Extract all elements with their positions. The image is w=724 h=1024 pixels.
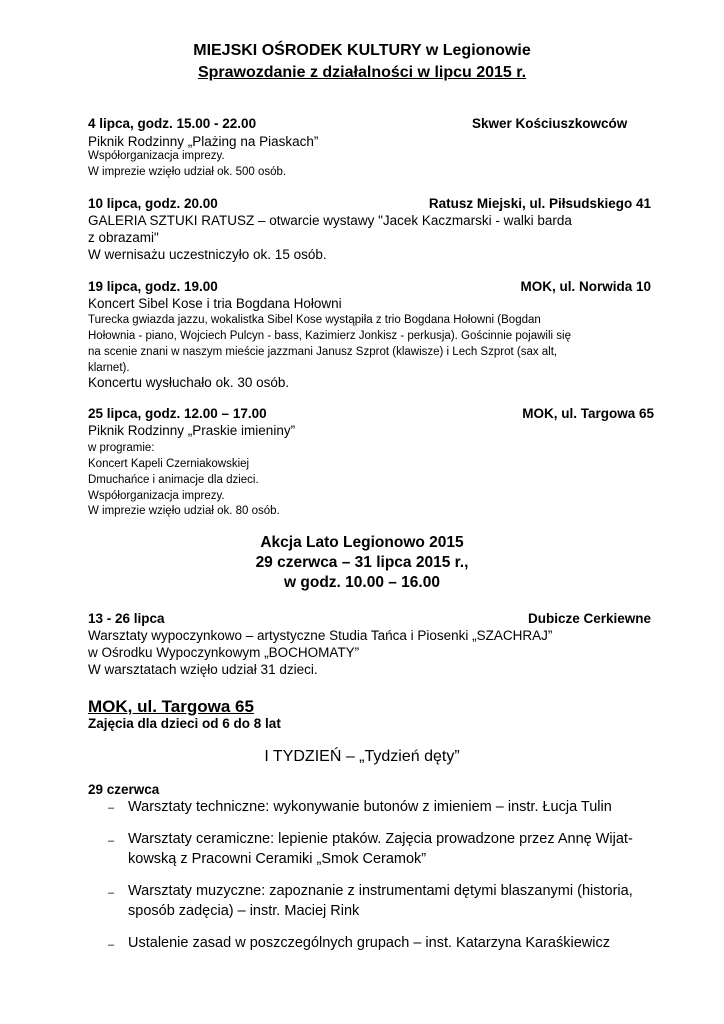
event-detail: W imprezie wzięło udział ok. 80 osób. bbox=[88, 505, 280, 517]
event-place: Skwer Kościuszkowców bbox=[472, 116, 628, 131]
event-date: 19 lipca, godz. 19.00 bbox=[88, 279, 218, 294]
camp-date: 13 - 26 lipca bbox=[88, 611, 165, 626]
dash-bullet-icon: – bbox=[108, 939, 115, 951]
list-item-text: Warsztaty muzyczne: zapoznanie z instrumentami dętymi blaszanymi (historia, bbox=[128, 883, 633, 899]
list-item-text: sposób zadęcia) – instr. Maciej Rink bbox=[128, 903, 360, 919]
event-title: Piknik Rodzinny „Praskie imieniny” bbox=[88, 423, 296, 438]
event-title: Koncert Sibel Kose i tria Bogdana Hołowni bbox=[88, 296, 342, 311]
mok-subheading: Zajęcia dla dzieci od 6 do 8 lat bbox=[88, 716, 281, 731]
activity-list bbox=[88, 796, 658, 966]
day-heading: 29 czerwca bbox=[88, 782, 160, 797]
camp-place: Dubicze Cerkiewne bbox=[527, 611, 651, 626]
camp-line: Warsztaty wypoczynkowo – artystyczne Studia Tańca i Piosenki „SZACHRAJ” bbox=[88, 628, 553, 643]
event-detail: klarnet). bbox=[88, 362, 130, 374]
mok-heading: MOK, ul. Targowa 65 bbox=[88, 697, 254, 716]
event-title-line: z obrazami" bbox=[88, 230, 159, 245]
event-detail: Hołownia - piano, Wojciech Pulcyn - bass, Kazimierz Jonkisz - perkusja). Gościnnie pojawili się bbox=[88, 330, 571, 342]
event-detail: W imprezie wzięło udział ok. 500 osób. bbox=[88, 166, 287, 178]
event-detail: Turecka gwiazda jazzu, wokalistka Sibel Kose wystąpiła z trio Bogdana Hołowni (Bogdan bbox=[88, 314, 541, 326]
list-item-text: kowską z Pracowni Ceramiki „Smok Ceramok” bbox=[128, 851, 427, 867]
dash-bullet-icon: – bbox=[108, 835, 115, 847]
akcja-line: w godz. 10.00 – 16.00 bbox=[284, 574, 440, 591]
event-detail: Koncert Kapeli Czerniakowskiej bbox=[88, 458, 250, 470]
event-place: MOK, ul. Targowa 65 bbox=[522, 406, 654, 421]
event-date: 4 lipca, godz. 15.00 - 22.00 bbox=[88, 116, 257, 131]
event-place: MOK, ul. Norwida 10 bbox=[520, 279, 651, 294]
event-detail: Dmuchańce i animacje dla dzieci. bbox=[88, 474, 259, 486]
camp-line: W warsztatach wzięło udział 31 dzieci. bbox=[88, 662, 318, 677]
akcja-line: 29 czerwca – 31 lipca 2015 r., bbox=[255, 554, 469, 571]
document-title: MIEJSKI OŚRODEK KULTURY w Legionowie bbox=[193, 42, 531, 59]
list-item-text: Warsztaty ceramiczne: lepienie ptaków. Zajęcia prowadzone przez Annę Wijat- bbox=[128, 831, 633, 847]
event-title-line: GALERIA SZTUKI RATUSZ – otwarcie wystawy "Jacek Kaczmarski - walki barda bbox=[88, 213, 572, 228]
event-detail: w programie: bbox=[88, 442, 155, 454]
event-summary: W wernisażu uczestniczyło ok. 15 osób. bbox=[88, 247, 327, 262]
event-place: Ratusz Miejski, ul. Piłsudskiego 41 bbox=[428, 196, 651, 211]
event-date: 10 lipca, godz. 20.00 bbox=[88, 196, 218, 211]
dash-bullet-icon: – bbox=[108, 887, 115, 899]
event-detail: Współorganizacja imprezy. bbox=[88, 150, 225, 162]
camp-line: w Ośrodku Wypoczynkowym „BOCHOMATY” bbox=[88, 645, 360, 660]
list-item-text: Warsztaty techniczne: wykonywanie butonów z imieniem – instr. Łucja Tulin bbox=[128, 799, 612, 815]
document-subtitle: Sprawozdanie z działalności w lipcu 2015 r. bbox=[197, 64, 527, 81]
event-detail: Współorganizacja imprezy. bbox=[88, 490, 225, 502]
list-item-text: Ustalenie zasad w poszczególnych grupach – inst. Katarzyna Karaśkiewicz bbox=[128, 935, 610, 951]
dash-bullet-icon: – bbox=[108, 802, 115, 814]
event-detail: na scenie znani w naszym mieście jazzmani Janusz Szprot (klawisze) i Lech Szprot (sax alt, bbox=[88, 346, 558, 358]
event-summary: Koncertu wysłuchało ok. 30 osób. bbox=[88, 375, 290, 390]
akcja-line: Akcja Lato Legionowo 2015 bbox=[260, 534, 464, 551]
week-title: I TYDZIEŃ – „Tydzień dęty” bbox=[264, 748, 460, 765]
event-date: 25 lipca, godz. 12.00 – 17.00 bbox=[88, 406, 267, 421]
event-title: Piknik Rodzinny „Plażing na Piaskach” bbox=[88, 134, 319, 149]
